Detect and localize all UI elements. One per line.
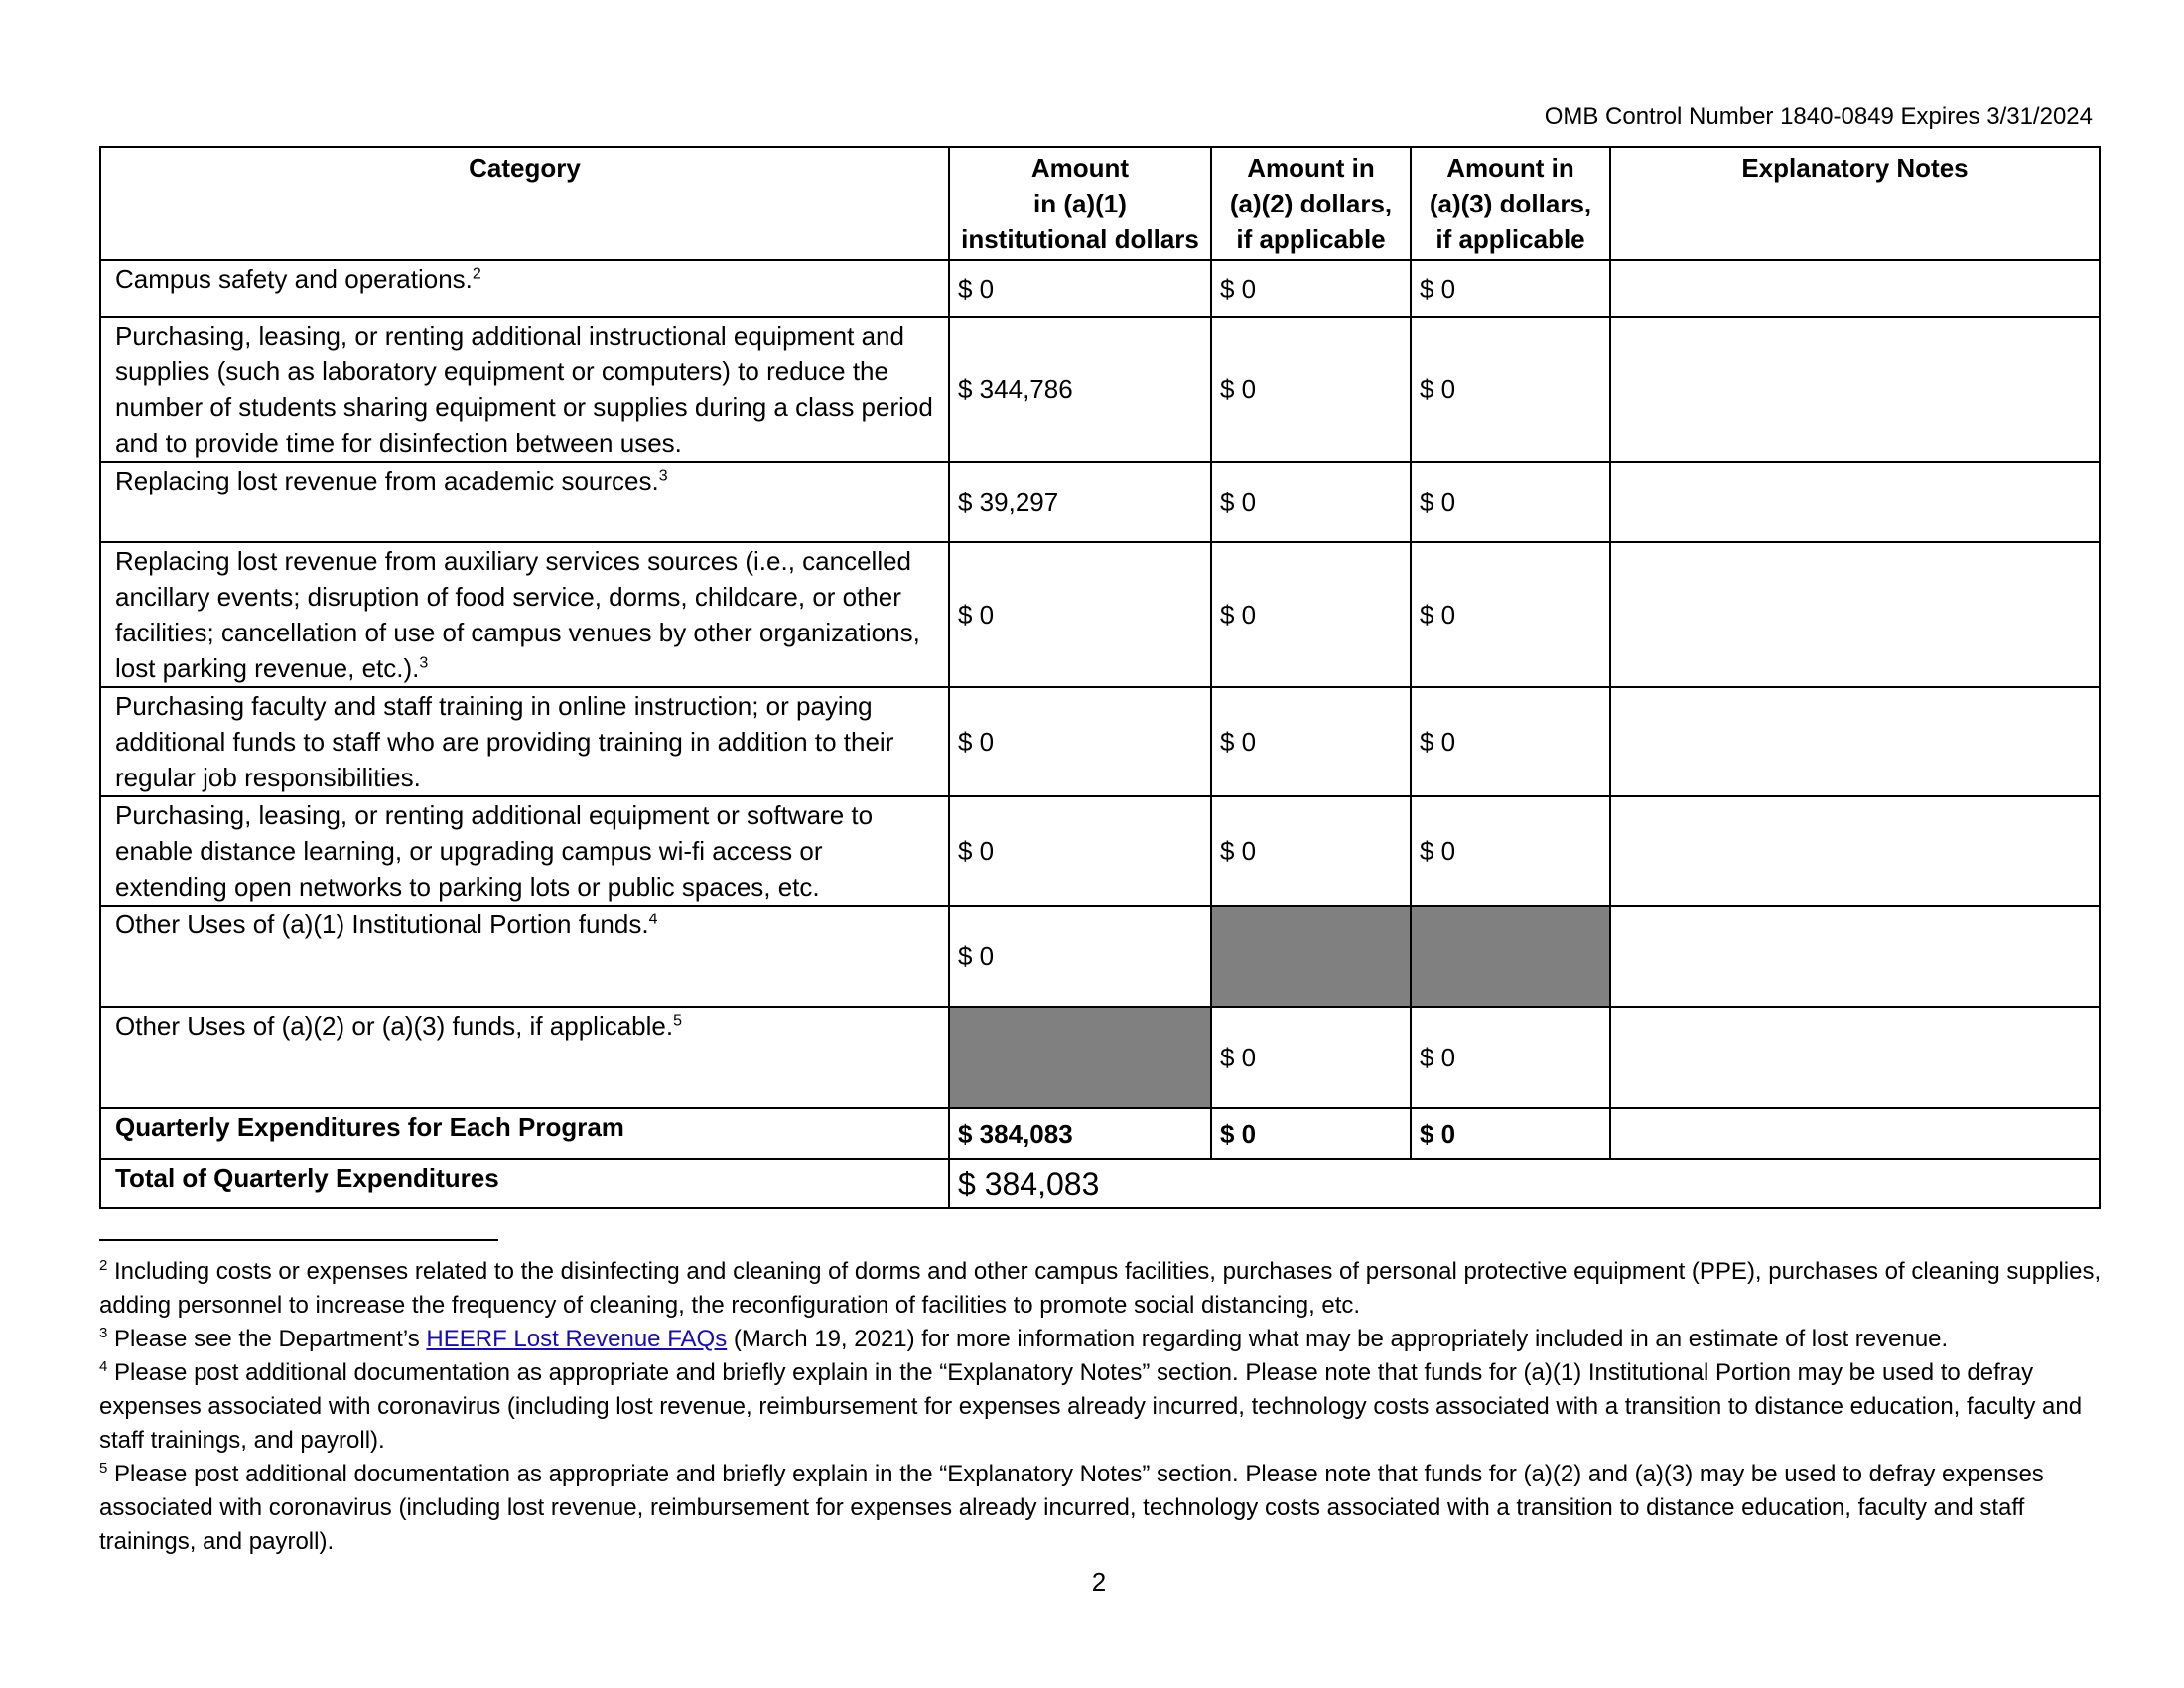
a1-amount-cell: $ 0 — [949, 687, 1211, 796]
a2-amount-cell: $ 0 — [1211, 1007, 1411, 1108]
quarterly-label: Quarterly Expenditures for Each Program — [100, 1108, 949, 1159]
a3-amount-cell: $ 0 — [1411, 542, 1610, 687]
footnote-3: $^3$ Please see the Department’s HEERF Lost Revenue FAQs (March 19, 2021) for more information regarding what may be appropriately included in an estimate of lost revenue. — [99, 1325, 1949, 1352]
category-cell: Other Uses of (a)(1) Institutional Portion funds.$^4$ — [100, 906, 949, 1007]
notes-cell — [1610, 796, 2100, 906]
footnote-divider — [99, 1239, 498, 1241]
col-a1-amount: Amount in (a)(1) institutional dollars — [949, 147, 1211, 260]
notes-cell — [1610, 462, 2100, 542]
footnote-5: $^5$ Please post additional documentation as appropriate and briefly explain in the “Explanatory Notes” section. Please note that funds for (a)(2) and (a)(3) may be used to defray expenses associated with coronavirus (including lost revenue, reimbursement for expenses already incurred, technology costs associated with a transition to distance education, faculty and staff trainings, and payroll). — [99, 1460, 2044, 1555]
col-a3-amount: Amount in (a)(3) dollars, if applicable — [1411, 147, 1610, 260]
a3-amount-cell: $ 0 — [1411, 1007, 1610, 1108]
expenditure-table — [99, 146, 2101, 1209]
a2-amount-cell: $ 0 — [1211, 317, 1411, 462]
quarterly-expenditures-row — [100, 1108, 2100, 1159]
category-cell: Purchasing, leasing, or renting additional equipment or software to enable distance learning, or upgrading campus wi-fi access or extending open networks to parking lots or public spaces, etc. — [100, 796, 949, 906]
footnote-2: $^2$ Including costs or expenses related to the disinfecting and cleaning of dorms and other campus facilities, purchases of personal protective equipment (PPE), purchases of cleaning supplies, adding personnel to increase the frequency of cleaning, the reconfiguration of facilities to promote social distancing, etc. — [99, 1257, 2102, 1319]
col-explanatory-notes: Explanatory Notes — [1610, 147, 2100, 260]
a1-amount-cell: $ 344,786 — [949, 317, 1211, 462]
omb-control-number: OMB Control Number 1840-0849 Expires 3/31/2024 — [1544, 103, 2093, 130]
a1-amount-cell: $ 39,297 — [949, 462, 1211, 542]
footnote-4: $^4$ Please post additional documentation as appropriate and briefly explain in the “Explanatory Notes” section. Please note that funds for (a)(1) Institutional Portion may be used to defray expenses associated with coronavirus (including lost revenue, reimbursement for expenses already incurred, technology costs associated with a transition to distance education, faculty and staff trainings, and payroll). — [99, 1358, 2083, 1454]
header-row — [100, 147, 2100, 260]
notes-cell — [1610, 542, 2100, 687]
table-row — [100, 260, 2100, 317]
quarterly-a1-amount: $ 384,083 — [949, 1108, 1211, 1159]
a2-amount-cell: $ 0 — [1211, 542, 1411, 687]
table-row — [100, 542, 2100, 687]
total-label: Total of Quarterly Expenditures — [100, 1159, 949, 1208]
page-number: 2 — [1091, 1567, 1107, 1597]
category-cell: Replacing lost revenue from academic sources.$^3$ — [100, 462, 949, 542]
a1-amount-cell: $ 0 — [949, 542, 1211, 687]
category-cell: Replacing lost revenue from auxiliary services sources (i.e., cancelled ancillary events; disruption of food service, dorms, childcare, or other facilities; cancellation of use of campus venues by other organizations, lost parking revenue, etc.).$^3$ — [100, 542, 949, 687]
notes-cell — [1610, 906, 2100, 1007]
table-row — [100, 1007, 2100, 1108]
heerf-faq-link[interactable]: HEERF Lost Revenue FAQs — [426, 1326, 728, 1352]
col-category: Category — [100, 147, 949, 260]
table-row — [100, 462, 2100, 542]
a2-amount-cell: $ 0 — [1211, 260, 1411, 317]
category-cell: Campus safety and operations.$^2$ — [100, 260, 949, 317]
table-row — [100, 796, 2100, 906]
shaded-na-cell — [1411, 906, 1610, 1007]
notes-cell — [1610, 687, 2100, 796]
a3-amount-cell: $ 0 — [1411, 317, 1610, 462]
a2-amount-cell: $ 0 — [1211, 687, 1411, 796]
quarterly-a2-amount: $ 0 — [1211, 1108, 1411, 1159]
table-row — [100, 317, 2100, 462]
a3-amount-cell: $ 0 — [1411, 687, 1610, 796]
quarterly-a3-amount: $ 0 — [1411, 1108, 1610, 1159]
a3-amount-cell: $ 0 — [1411, 796, 1610, 906]
notes-cell — [1610, 260, 2100, 317]
total-amount: $ 384,083 — [949, 1159, 2100, 1208]
notes-cell — [1610, 317, 2100, 462]
a3-amount-cell: $ 0 — [1411, 260, 1610, 317]
a1-amount-cell: $ 0 — [949, 796, 1211, 906]
a3-amount-cell: $ 0 — [1411, 462, 1610, 542]
notes-cell — [1610, 1108, 2100, 1159]
table-row — [100, 906, 2100, 1007]
a2-amount-cell: $ 0 — [1211, 796, 1411, 906]
a1-amount-cell: $ 0 — [949, 906, 1211, 1007]
category-cell: Other Uses of (a)(2) or (a)(3) funds, if applicable.$^5$ — [100, 1007, 949, 1108]
a2-amount-cell: $ 0 — [1211, 462, 1411, 542]
table-row — [100, 687, 2100, 796]
shaded-na-cell — [949, 1007, 1211, 1108]
category-cell: Purchasing, leasing, or renting additional instructional equipment and supplies (such as laboratory equipment or computers) to reduce the number of students sharing equipment or supplies during a class period and to provide time for disinfection between uses. — [100, 317, 949, 462]
total-expenditures-row — [100, 1159, 2100, 1208]
category-cell: Purchasing faculty and staff training in online instruction; or paying additional funds to staff who are providing training in addition to their regular job responsibilities. — [100, 687, 949, 796]
col-a2-amount: Amount in (a)(2) dollars, if applicable — [1211, 147, 1411, 260]
footnotes — [99, 1255, 2105, 1559]
shaded-na-cell — [1211, 906, 1411, 1007]
a1-amount-cell: $ 0 — [949, 260, 1211, 317]
notes-cell — [1610, 1007, 2100, 1108]
